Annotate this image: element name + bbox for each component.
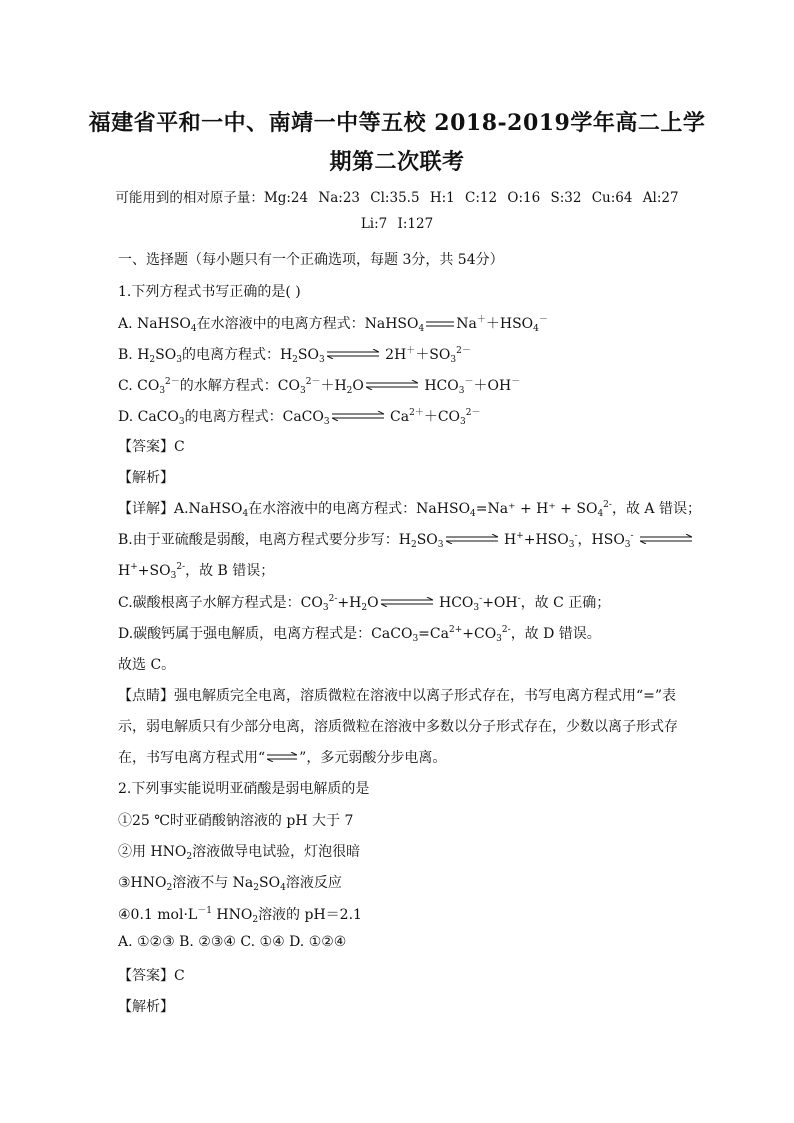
question-1-note-line2: 示，弱电解质只有少部分电离，溶质微粒在溶液中多数以分子形式存在，少数以离子形式存 xyxy=(118,719,678,735)
question-1-detail-d: D.碳酸钙属于强电解质，电离方程式是：$CaCO_3=Ca^{2+}+CO_3^{2-}$，故 D 错误。 xyxy=(118,625,601,644)
reversible-arrow-icon xyxy=(640,532,692,548)
section-heading: 一、选择题（每小题只有一个正确选项，每题 3分，共 54分） xyxy=(118,252,504,268)
reversible-arrow-icon xyxy=(327,347,379,363)
question-1-detail-b: B.由于亚硫酸是弱酸，电离方程式要分步写：$H_2SO_3$ $H^++HSO_3^-$，$HSO_3^-$ xyxy=(118,529,678,550)
atomic-masses-line1: 可能用到的相对原子量：Mg:24 Na:23 Cl:35.5 H:1 C:12 O:16 S:32 Cu:64 Al:27 xyxy=(115,190,679,206)
document-title-line1: 福建省平和一中、南靖一中等五校 2018-2019学年高二上学 xyxy=(88,110,706,136)
question-2-item-1: ①25 ℃时亚硝酸钠溶液的 pH 大于 7 xyxy=(118,813,354,829)
question-1-detail-b-continued: $H^++SO_3^{2-}$，故 B 错误； xyxy=(118,562,275,581)
question-1-option-c: C. $CO_3^{2-}$的水解方程式：$CO_3^{2-}+H_2O$ $HCO_3^-+OH^-$ xyxy=(118,377,521,396)
reversible-arrow-icon xyxy=(267,750,297,766)
question-1-detail-a: 【详解】A.NaHSO$_4$在水溶液中的电离方程式：NaHSO$_4$=Na⁺ + $H^+ + SO_4^{2-}$，故 A 错误； xyxy=(118,500,701,519)
document-title-line2: 期第二次联考 xyxy=(329,149,465,175)
question-2-stem: 2.下列事实能说明亚硝酸是弱电解质的是 xyxy=(118,781,370,797)
question-1-stem: 1.下列方程式书写正确的是( ) xyxy=(118,284,301,300)
equals-sign-icon xyxy=(426,316,454,332)
question-1-option-a: A. NaHSO$_4$在水溶液中的电离方程式：NaHSO$_4$ $Na^++HSO_4^-$ xyxy=(118,315,548,334)
reversible-arrow-icon xyxy=(332,409,384,425)
question-1-conclusion: 故选 C。 xyxy=(118,657,176,673)
question-1-note-line1: 【点睛】强电解质完全电离，溶质微粒在溶液中以离子形式存在，书写电离方程式用“=”表 xyxy=(118,688,677,704)
atomic-masses-line2: Li:7 I:127 xyxy=(360,216,434,232)
question-1-answer: 【答案】C xyxy=(118,439,185,455)
reversible-arrow-icon xyxy=(381,595,433,611)
reversible-arrow-icon xyxy=(366,378,418,394)
question-2-item-3: $③HNO_2$溶液不与 $Na_2SO_4$溶液反应 xyxy=(118,875,342,893)
question-1-option-d: D. CaCO$_3$的电离方程式：CaCO$_3$ $Ca^{2+}+CO_3^{2-}$ xyxy=(118,408,481,427)
question-2-options: A. ①②③ B. ②③④ C. ①④ D. ①②④ xyxy=(118,934,347,950)
question-1-option-b: B. $H_2SO_3$的电离方程式：$H_2SO_3$ $2H^++SO_3^{2-}$ xyxy=(118,346,471,365)
question-2-analysis-heading: 【解析】 xyxy=(118,999,174,1015)
reversible-arrow-icon xyxy=(446,532,498,548)
question-1-note-line3: 在，书写电离方程式用“ ”，多元弱酸分步电离。 xyxy=(118,750,447,766)
question-2-item-4: ④0.1 $mol\cdot L^{-1}$ $HNO_2$溶液的 pH＝2.1 xyxy=(118,906,362,925)
question-2-answer: 【答案】C xyxy=(118,968,185,984)
question-1-detail-c: C.碳酸根离子水解方程式是：$CO_3^{2-}+H_2O$ $HCO_3^-+OH^-$，故 C 正确； xyxy=(118,594,611,613)
question-1-analysis-heading: 【解析】 xyxy=(118,470,174,486)
question-2-item-2: ②用 $HNO_2$溶液做导电试验，灯泡很暗 xyxy=(118,844,361,862)
